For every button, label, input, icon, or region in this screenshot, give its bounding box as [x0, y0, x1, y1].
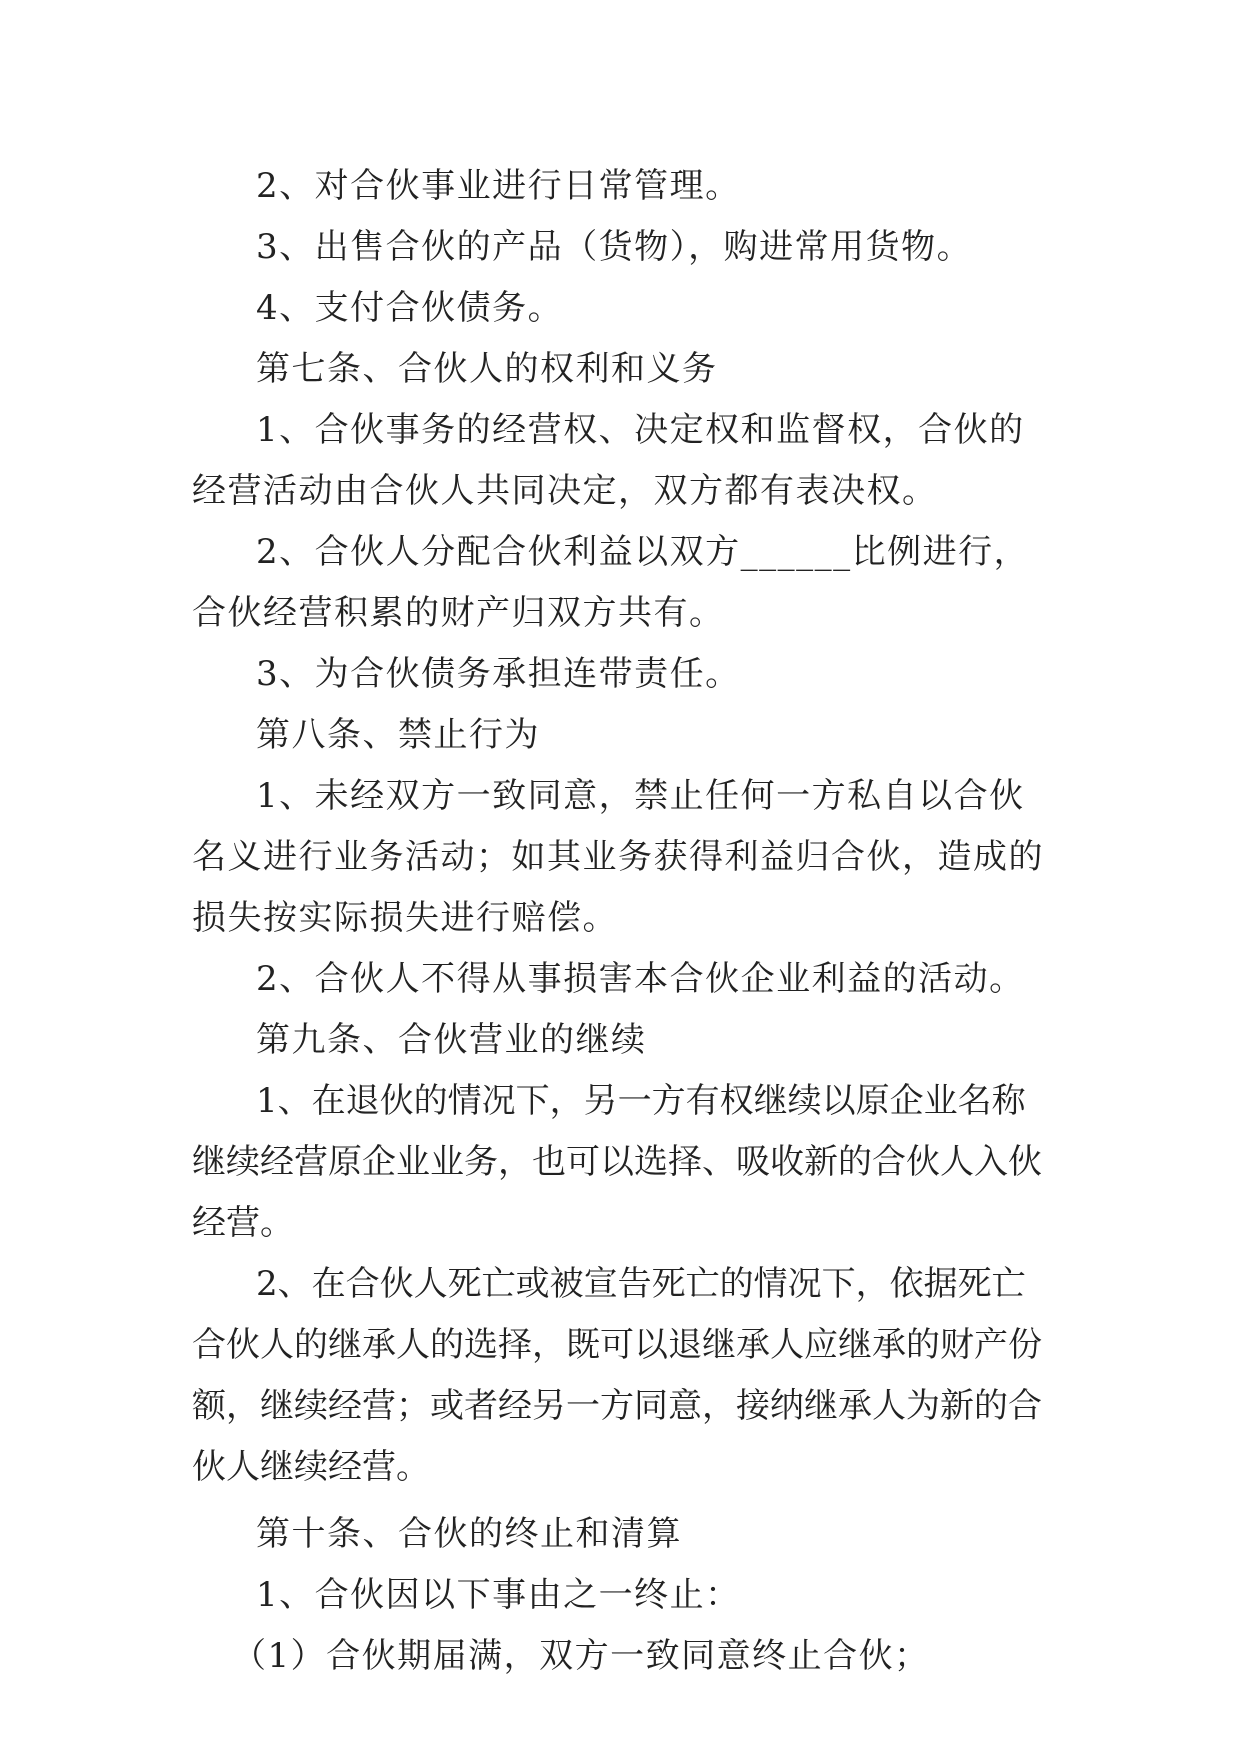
section-heading: 第九条、合伙营业的继续 — [256, 1020, 647, 1060]
section-heading: 第八条、禁止行为 — [256, 715, 540, 755]
list-item: 3、为合伙债务承担连带责任。 — [256, 654, 741, 694]
list-item: （1）合伙期届满，双方一致同意终止合伙； — [232, 1636, 930, 1676]
list-item: 2、对合伙事业进行日常管理。 — [256, 166, 741, 206]
section-heading: 第十条、合伙的终止和清算 — [256, 1514, 682, 1554]
list-item: 3、出售合伙的产品（货物），购进常用货物。 — [256, 227, 973, 267]
list-item: 2、合伙人不得从事损害本合伙企业利益的活动。 — [256, 959, 1025, 999]
list-item: 2、合伙人分配合伙利益以双方______比例进行，合伙经营积累的财产归双方共有。 — [192, 532, 1030, 633]
list-item: 1、合伙事务的经营权、决定权和监督权，合伙的经营活动由合伙人共同决定，双方都有表决权。 — [192, 410, 1025, 511]
list-item: 4、支付合伙债务。 — [256, 288, 564, 328]
list-item: 2、在合伙人死亡或被宣告死亡的情况下，依据死亡合伙人的继承人的选择，既可以退继承人应继承的财产份额，继续经营；或者经另一方同意，接纳继承人为新的合伙人继续经营。 — [192, 1264, 1042, 1487]
list-item: 1、未经双方一致同意，禁止任何一方私自以合伙名义进行业务活动；如其业务获得利益归合伙，造成的损失按实际损失进行赔偿。 — [192, 776, 1044, 938]
list-item: 1、合伙因以下事由之一终止： — [256, 1575, 741, 1615]
document-body — [192, 156, 1052, 1687]
section-heading: 第七条、合伙人的权利和义务 — [256, 349, 718, 389]
list-item: 1、在退伙的情况下，另一方有权继续以原企业名称继续经营原企业业务，也可以选择、吸收新的合伙人入伙经营。 — [192, 1081, 1042, 1243]
